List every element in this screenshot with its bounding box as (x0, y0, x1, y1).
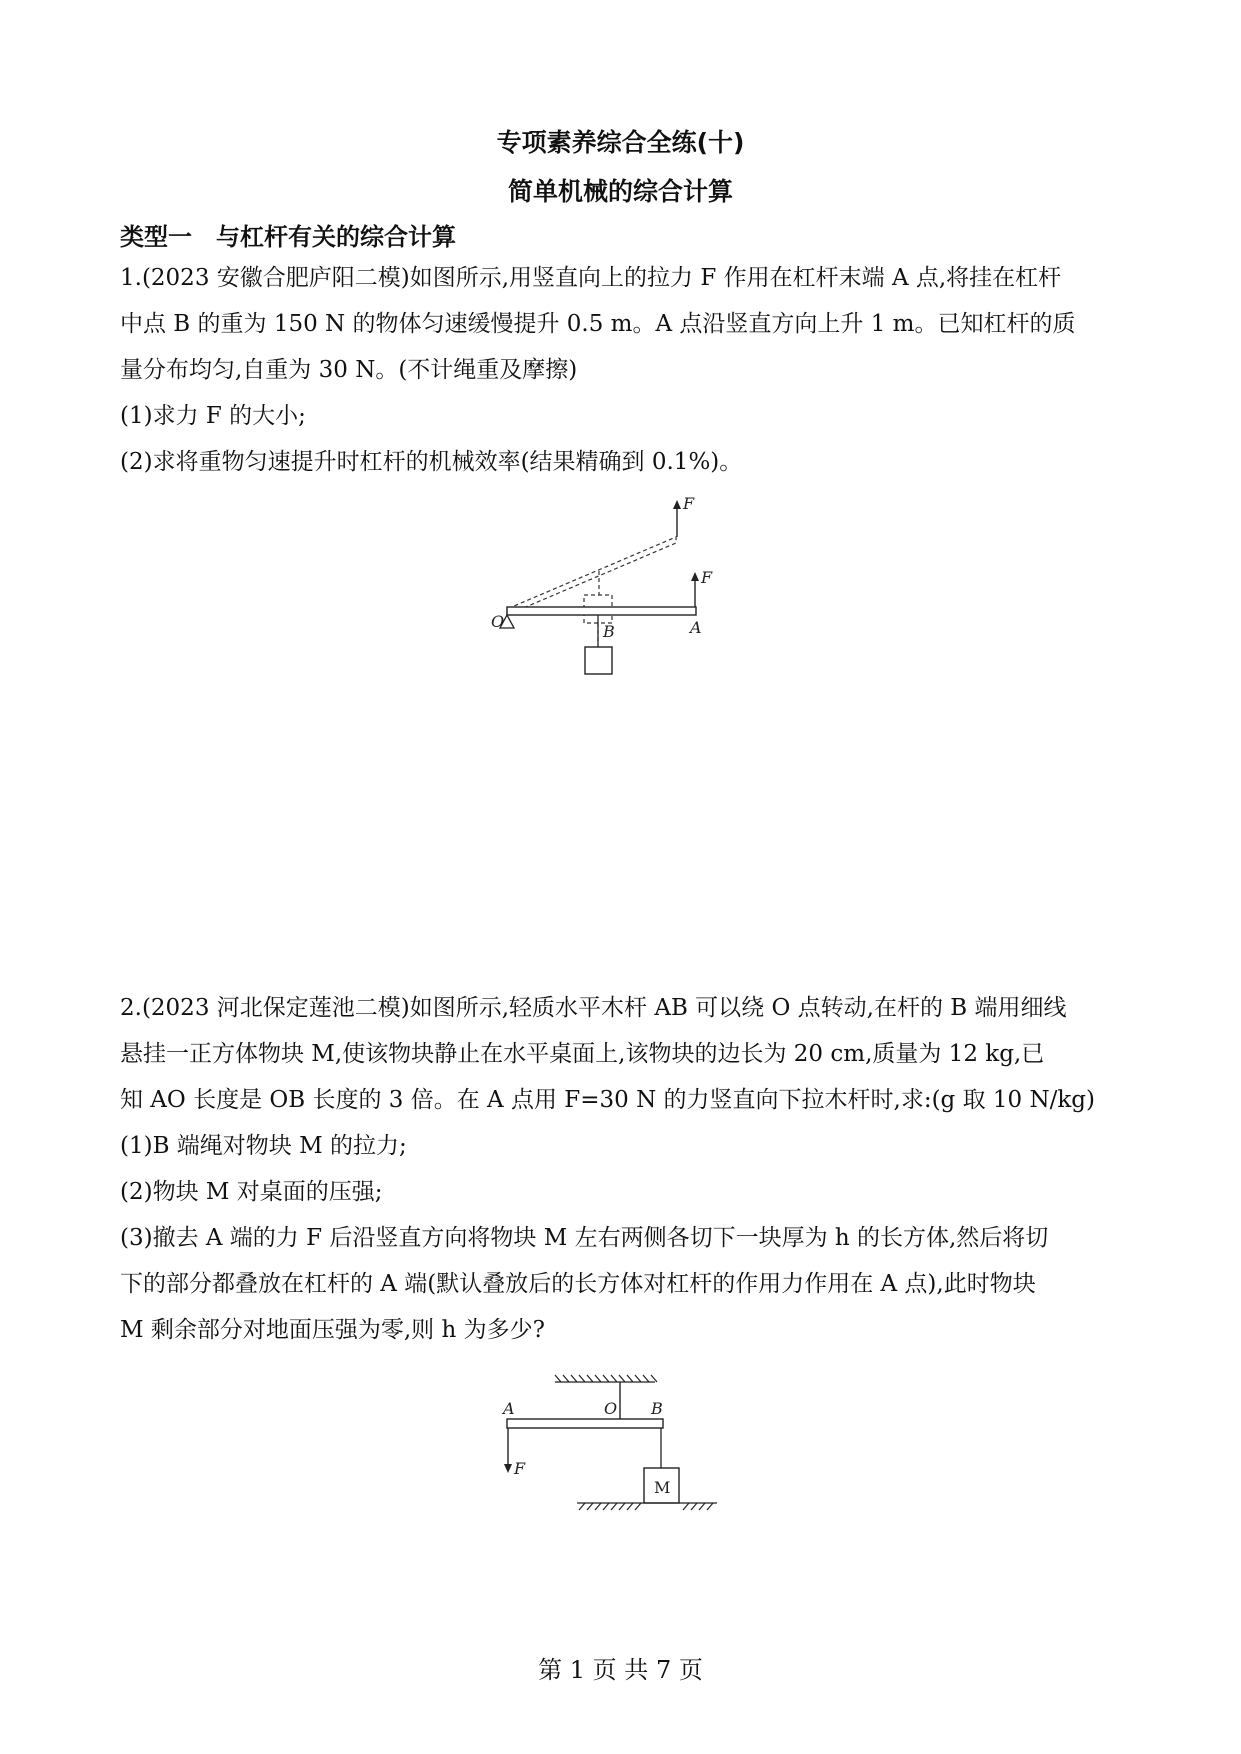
label-O: O (491, 612, 505, 631)
force-arrow-down (504, 1428, 512, 1473)
lever-bar (507, 1419, 663, 1428)
question-2-line: (2)物块 M 对桌面的压强; (120, 1179, 383, 1205)
question-2-line: 知 AO 长度是 OB 长度的 3 倍。在 A 点用 F=30 N 的力竖直向下拉木杆时,求:(g 取 10 N/kg) (120, 1087, 1095, 1113)
ceiling (555, 1375, 657, 1382)
force-arrow-a (691, 572, 699, 607)
question-2-line: 悬挂一正方体物块 M,使该物块静止在水平桌面上,该物块的边长为 20 cm,质量为 12 kg,已 (120, 1041, 1045, 1067)
lever-figure-2 (495, 1370, 725, 1524)
section-heading: 类型一 与杠杆有关的综合计算 (120, 223, 456, 251)
lever-figure-1 (490, 494, 713, 689)
question-2-line: 2.(2023 河北保定莲池二模)如图所示,轻质水平木杆 AB 可以绕 O 点转动,在杆的 B 端用细线 (120, 995, 1067, 1021)
question-2 (120, 985, 1120, 1353)
question-1-line: (1)求力 F 的大小; (120, 403, 306, 429)
label-A: A (690, 618, 702, 637)
ground (577, 1503, 717, 1510)
question-2-line: (1)B 端绳对物块 M 的拉力; (120, 1133, 407, 1159)
question-2-line: M 剩余部分对地面压强为零,则 h 为多少? (120, 1317, 545, 1343)
label-M: M (654, 1478, 671, 1497)
label-B: B (651, 1399, 663, 1418)
question-1-line: 量分布均匀,自重为 30 N。(不计绳重及摩擦) (120, 357, 578, 383)
label-A: A (503, 1399, 515, 1418)
lever-bar (507, 607, 696, 615)
label-B: B (603, 622, 615, 641)
question-1 (120, 255, 1120, 485)
question-2-line: (3)撤去 A 端的力 F 后沿竖直方向将物块 M 左右两侧各切下一块厚为 h 的长方体,然后将切 (120, 1225, 1049, 1251)
label-F-top: F (683, 494, 695, 513)
question-1-line: 1.(2023 安徽合肥庐阳二模)如图所示,用竖直向上的拉力 F 作用在杠杆末端 A 点,将挂在杠杆 (120, 265, 1062, 291)
lever-figure-2-drawing (495, 1370, 725, 1520)
lever-figure-1-drawing (490, 494, 713, 685)
label-F: F (701, 568, 713, 587)
question-1-line: 中点 B 的重为 150 N 的物体匀速缓慢提升 0.5 m。A 点沿竖直方向上升 1 m。已知杠杆的质 (120, 311, 1076, 337)
question-2-line: 下的部分都叠放在杠杆的 A 端(默认叠放后的长方体对杠杆的作用力作用在 A 点),此时物块 (120, 1271, 1036, 1297)
force-arrow-top (673, 500, 681, 537)
raised-lever-dashed (507, 537, 676, 643)
page-subtitle: 简单机械的综合计算 (507, 177, 733, 206)
label-O: O (604, 1399, 618, 1418)
page-title: 专项素养综合全练(十) (496, 128, 745, 157)
page-number: 第 1 页 共 7 页 (538, 1656, 703, 1684)
weight-block (585, 647, 612, 674)
label-F: F (514, 1459, 526, 1478)
question-1-line: (2)求将重物匀速提升时杠杆的机械效率(结果精确到 0.1%)。 (120, 449, 743, 475)
